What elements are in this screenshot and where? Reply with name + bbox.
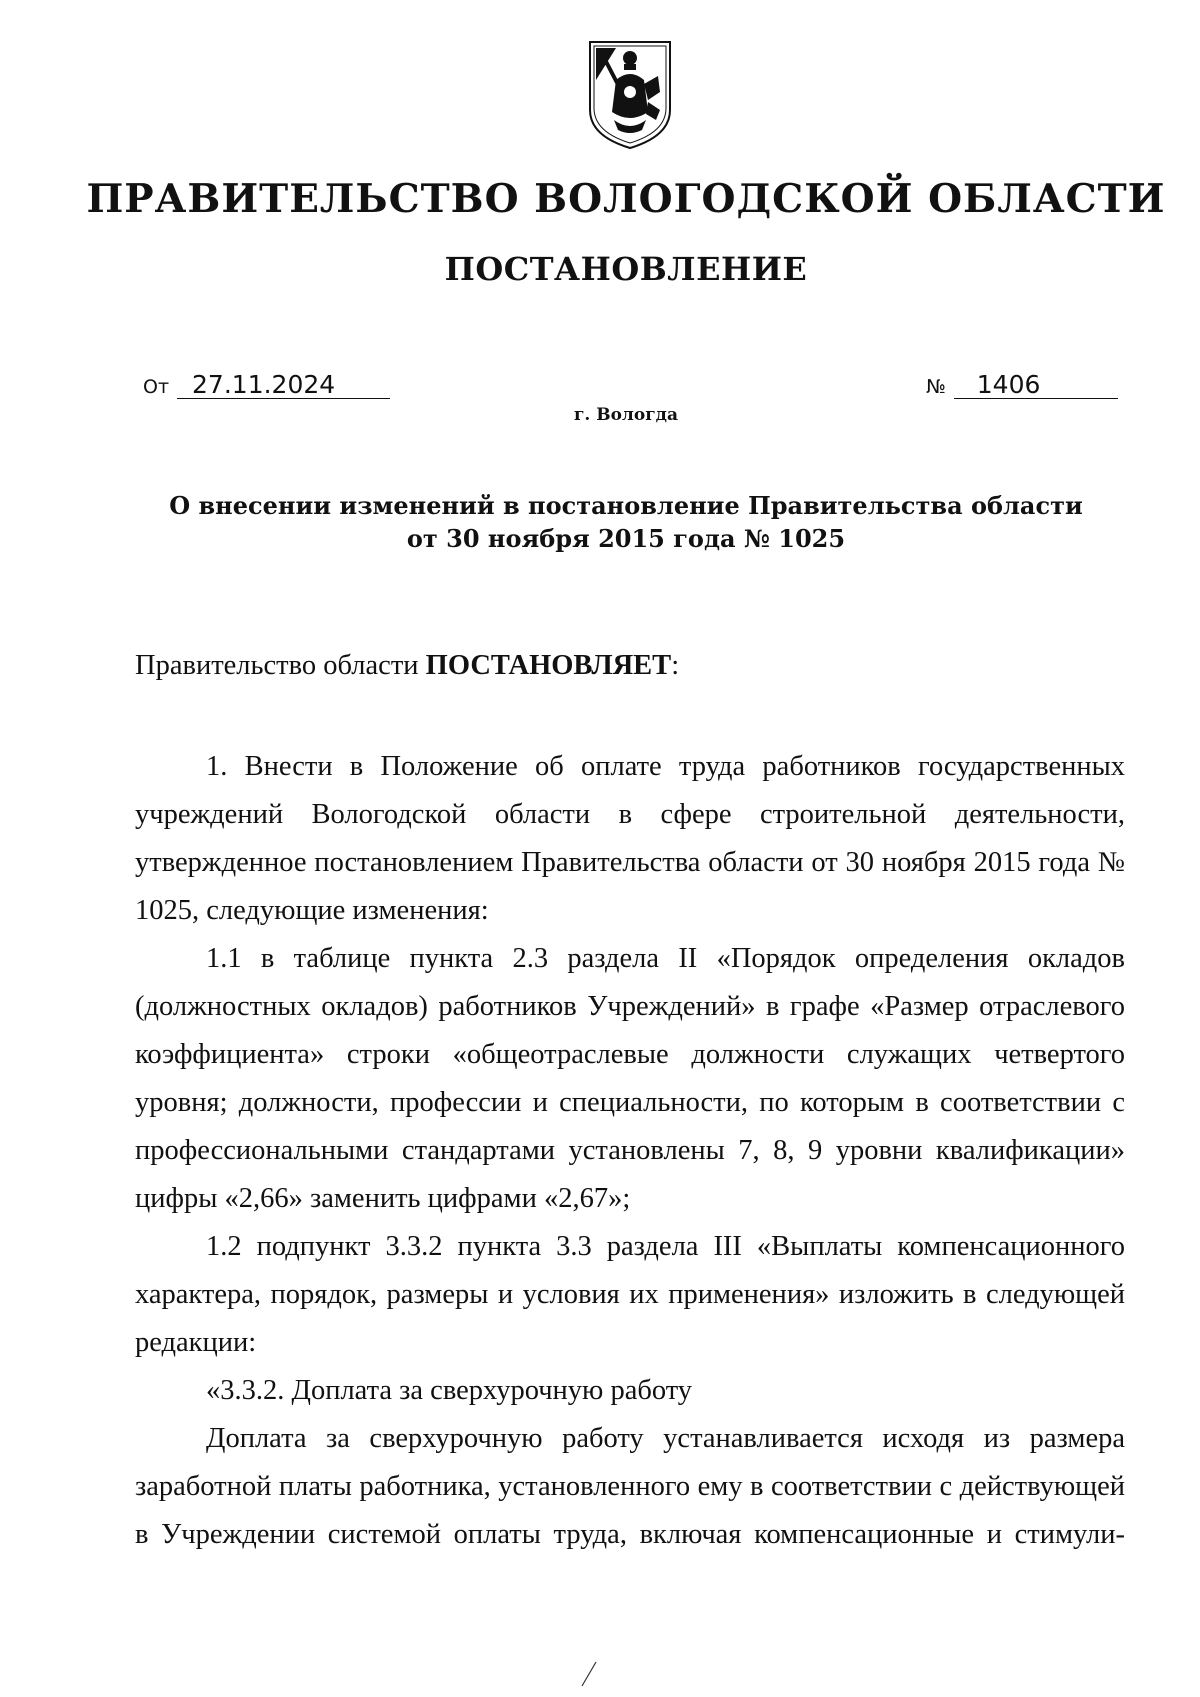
decree-verb: ПОСТАНОВЛЯЕТ: [425, 650, 672, 681]
decree-statement: [135, 650, 679, 682]
date-prefix: От: [143, 376, 170, 398]
document-date: 27.11.2024: [177, 372, 390, 399]
paragraph-3-3-2-heading: «3.3.2. Доплата за сверхурочную работу: [206, 1375, 693, 1406]
decree-lead: Правительство области: [135, 650, 426, 681]
document-subject: [0, 489, 1200, 555]
government-title: ПРАВИТЕЛЬСТВО ВОЛОГОДСКОЙ ОБЛАСТИ: [86, 176, 1166, 222]
number-field: [926, 372, 1118, 399]
date-field: [143, 372, 390, 399]
document-type: ПОСТАНОВЛЕНИЕ: [444, 250, 808, 288]
coat-of-arms-icon: [586, 40, 674, 150]
number-prefix: №: [926, 376, 946, 398]
pen-mark-icon: [578, 1660, 598, 1690]
paragraph-1-2: 1.2 подпункт 3.3.2 пункта 3.3 раздела III «Выплаты компенсационного характера, порядок, размеры и условия их применения» изложить в следующей редакции:: [135, 1231, 1125, 1358]
city-label: г. Вологда: [573, 405, 679, 425]
paragraph-overtime: Доплата за сверхурочную работу устанавливается исходя из размера заработной платы работника, установленного ему в соответствии с действующей в Учреждении системой оплаты труда, включая компенсационные и стимули-: [135, 1423, 1125, 1550]
subject-line-2: от 30 ноября 2015 года № 1025: [406, 524, 846, 553]
document-body: [135, 743, 1125, 1559]
decree-punct: :: [671, 650, 680, 681]
paragraph-1: 1. Внести в Положение об оплате труда работников государственных учреждений Вологодской области в сфере строительной деятельности, утвержденное постановлением Правительства области от 30 ноября 2015 года № 1025, следующие изменения:: [135, 751, 1125, 926]
paragraph-1-1: 1.1 в таблице пункта 2.3 раздела II «Порядок определения окладов (должностных окладов) работников Учреждений» в графе «Размер отраслевого коэффициента» строки «общеотраслевые должности служащих четвертого уровня; должности, профессии и специальности, по которым в соответствии с профессиональными стандартами установлены 7, 8, 9 уровни квалификации» цифры «2,66» заменить цифрами «2,67»;: [135, 943, 1125, 1214]
subject-line-1: О внесении изменений в постановление Правительства области: [169, 491, 1083, 520]
document-number: 1406: [954, 372, 1118, 399]
